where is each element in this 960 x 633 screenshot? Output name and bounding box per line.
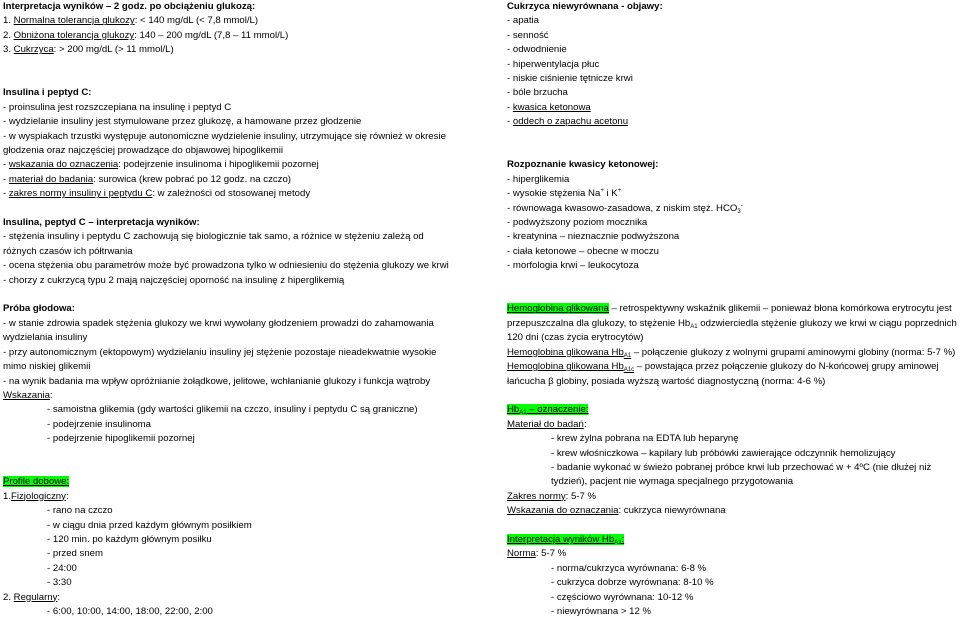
keto-item: - ciała ketonowe – obecne w moczu: [507, 245, 659, 257]
material-item: - krew włośniczkowa – kapilary lub próbówki zawierające odczynnik hemolizujący: [551, 447, 896, 459]
right-column: [507, 0, 959, 619]
material-item: - krew żylna pobrana na EDTA lub heparynę: [551, 433, 739, 445]
hba1-definition: Hemoglobina glikowana $Hb_{A1}$ – połączenie glukozy z wolnymi grupami aminowymi globiny (norma: 5-7 %): [507, 346, 956, 359]
physiological-item: - 120 min. po każdym głównym posiłku: [47, 533, 212, 545]
physiological-item: - 24:00: [47, 562, 77, 574]
physiological-item: - 3:30: [47, 577, 72, 589]
keto-item: - kreatynina – nieznacznie podwyższona: [507, 231, 680, 243]
interp-item: - cukrzyca dobrze wyrównana: 8-10 %: [551, 577, 714, 589]
ogtt-result-1: 1. Normalna tolerancja glukozy: < 140 mg/dL (< 7,8 mmol/L): [3, 15, 259, 27]
symptom-item: - odwodnienie: [507, 44, 567, 56]
insulin-indications: - wskazania do oznaczenia: podejrzenie insulinoma i hipoglikemii pozornej: [3, 159, 319, 171]
fasting-test-title: Próba głodowa:: [3, 303, 75, 315]
interp-item: - częściowo wyrównana: 10-12 %: [551, 591, 694, 603]
insulin-section-title: Insulina i peptyd C:: [3, 87, 92, 99]
hba1-interpretation-title: Interpretacja wyników $Hb_{A1}$:: [507, 533, 625, 546]
daily-profiles-title: Profile dobowe:: [3, 476, 70, 488]
symptom-item: - bóle brzucha: [507, 87, 568, 99]
norm-range: Zakres normy: 5-7 %: [507, 490, 597, 502]
interpretation-line: - ocena stężenia obu parametrów może być prowadzona tylko w odniesieniu do stężenia glukozy we krwi: [3, 260, 449, 272]
keto-item: - hiperglikemia: [507, 173, 570, 185]
left-column: [3, 0, 458, 619]
fasting-indications-label: Wskazania:: [3, 389, 53, 401]
fasting-indication-item: - podejrzenie hipoglikemii pozornej: [47, 433, 195, 445]
material-label: Materiał do badań:: [507, 418, 587, 430]
indications: Wskazania do oznaczania: cukrzyca niewyrównana: [507, 505, 726, 517]
ogtt-title: Interpretacja wyników – 2 godz. po obciążeniu glukozą:: [3, 1, 256, 12]
fasting-indication-item: - samoistna glikemia (gdy wartości glikemii na czczo, insuliny i peptydu C są graniczne): [47, 404, 418, 416]
ketoacidosis-title: Rozpoznanie kwasicy ketonowej:: [507, 159, 659, 171]
physiological-item: - przed snem: [47, 548, 103, 560]
symptom-acetone-breath: - oddech o zapachu acetonu: [507, 116, 629, 128]
physiological-item: - w ciągu dnia przed każdym głównym posiłkiem: [47, 519, 252, 531]
insulin-line: - proinsulina jest rozszczepiana na insulinę i peptyd C: [3, 101, 232, 113]
fasting-line: - na wynik badania ma wpływ opróżnianie żołądkowe, jelitowe, wchłanianie glukozy i funkcja wątroby: [3, 375, 431, 387]
hba1-determination-title: $Hb_{A1}$ – oznaczenie:: [507, 404, 589, 417]
interp-item: - norma/cukrzyca wyrównana: 6-8 %: [551, 562, 707, 574]
symptom-ketoacidosis: - kwasica ketonowa: [507, 101, 591, 113]
physiological-profile-label: 1.Fizjologiczny:: [3, 490, 69, 502]
fasting-indication-item: - podejrzenie insulinoma: [47, 418, 151, 430]
physiological-item: - rano na czczo: [47, 505, 113, 517]
ogtt-result-3: 3. Cukrzyca: > 200 mg/dL (> 11 mmol/L): [3, 44, 174, 56]
keto-electrolytes: - wysokie stężenia Na+ i K+: [507, 188, 622, 200]
insulin-line: - wydzielanie insuliny jest stymulowane przez glukozę, a hamowane przez głodzenie: [3, 116, 362, 128]
hba1c-definition: Hemoglobina glikowana $Hb_{A1c}$ – powstająca przez połączenie glukozy do N-końcowej grupy aminowej łańcucha β globiny, posiada wyższą wartość diagnostyczną (norma: 4-6 %): [507, 361, 939, 387]
material-item: - badanie wykonać w świeżo pobranej próbce krwi lub przechować w + 4ºC (nie dłużej niż tydzień), pacjent nie wymaga specjalnego przygotowania: [551, 461, 932, 488]
insulin-range: - zakres normy insuliny i peptydu C: w zależności od stosowanej metody: [3, 188, 311, 200]
symptom-item: - hiperwentylacja płuc: [507, 58, 600, 70]
symptom-item: - senność: [507, 29, 549, 41]
symptom-item: - niskie ciśnienie tętnicze krwi: [507, 73, 633, 85]
interpretation-line: - stężenia insuliny i peptydu C zachowują się biologicznie tak samo, a różnice w stężeniu zależą od różnych czasów ich półtrwania: [3, 231, 424, 257]
interpretation-section-title: Insulina, peptyd C – interpretacja wyników:: [3, 217, 200, 229]
fasting-line: - przy autonomicznym (ektopowym) wydzielaniu insuliny jej stężenie pozostaje nieadekwatnie wysokie mimo niskiej glikemii: [3, 346, 437, 373]
unregulated-title: Cukrzyca niewyrównana - objawy:: [507, 1, 663, 12]
ogtt-result-2: 2. Obniżona tolerancja glukozy: 140 – 200 mg/dL (7,8 – 11 mmol/L): [3, 29, 289, 41]
interp-item: - niewyrównana > 12 %: [551, 605, 651, 617]
interpretation-line: - chorzy z cukrzycą typu 2 mają najczęściej oporność na insulinę z hiperglikemią: [3, 274, 345, 286]
insulin-line: - w wyspiakach trzustki występuje autonomiczne wydzielenie insuliny, utrzymujące się również w okresie głodzenia oraz najczęściej prowadzące do objawowej hipoglikemii: [3, 130, 446, 157]
keto-item: - podwyższony poziom mocznika: [507, 217, 648, 229]
interp-norm: Norma: 5-7 %: [507, 548, 567, 560]
keto-item: - morfologia krwi – leukocytoza: [507, 260, 639, 272]
fasting-line: - w stanie zdrowia spadek stężenia glukozy we krwi wywołany głodzeniem prowadzi do zahamowania wydzielania insuliny: [3, 317, 434, 344]
keto-acid-base: - równowaga kwasowo-zasadowa, z niskim stęż. $HCO_3^-$: [507, 202, 743, 215]
regular-profile-label: 2. Regularny:: [3, 591, 61, 603]
insulin-material: - materiał do badania: surowica (krew pobrać po 12 godz. na czczo): [3, 173, 291, 185]
regular-item: - 6:00, 10:00, 14:00, 18:00, 22:00, 2:00: [47, 605, 213, 617]
hba1-intro: Hemoglobina glikowana – retrospektywny wskaźnik glikemii – ponieważ błona komórkowa erytrocytu jest przepuszczalna dla glukozy, to stężenie $Hb_{A1}$ odzwierciedla stężenie glukozy we krwi w ciągu poprzednich 120 dni (czas życia erytrocytów): [507, 303, 957, 344]
symptom-item: - apatia: [507, 15, 539, 27]
